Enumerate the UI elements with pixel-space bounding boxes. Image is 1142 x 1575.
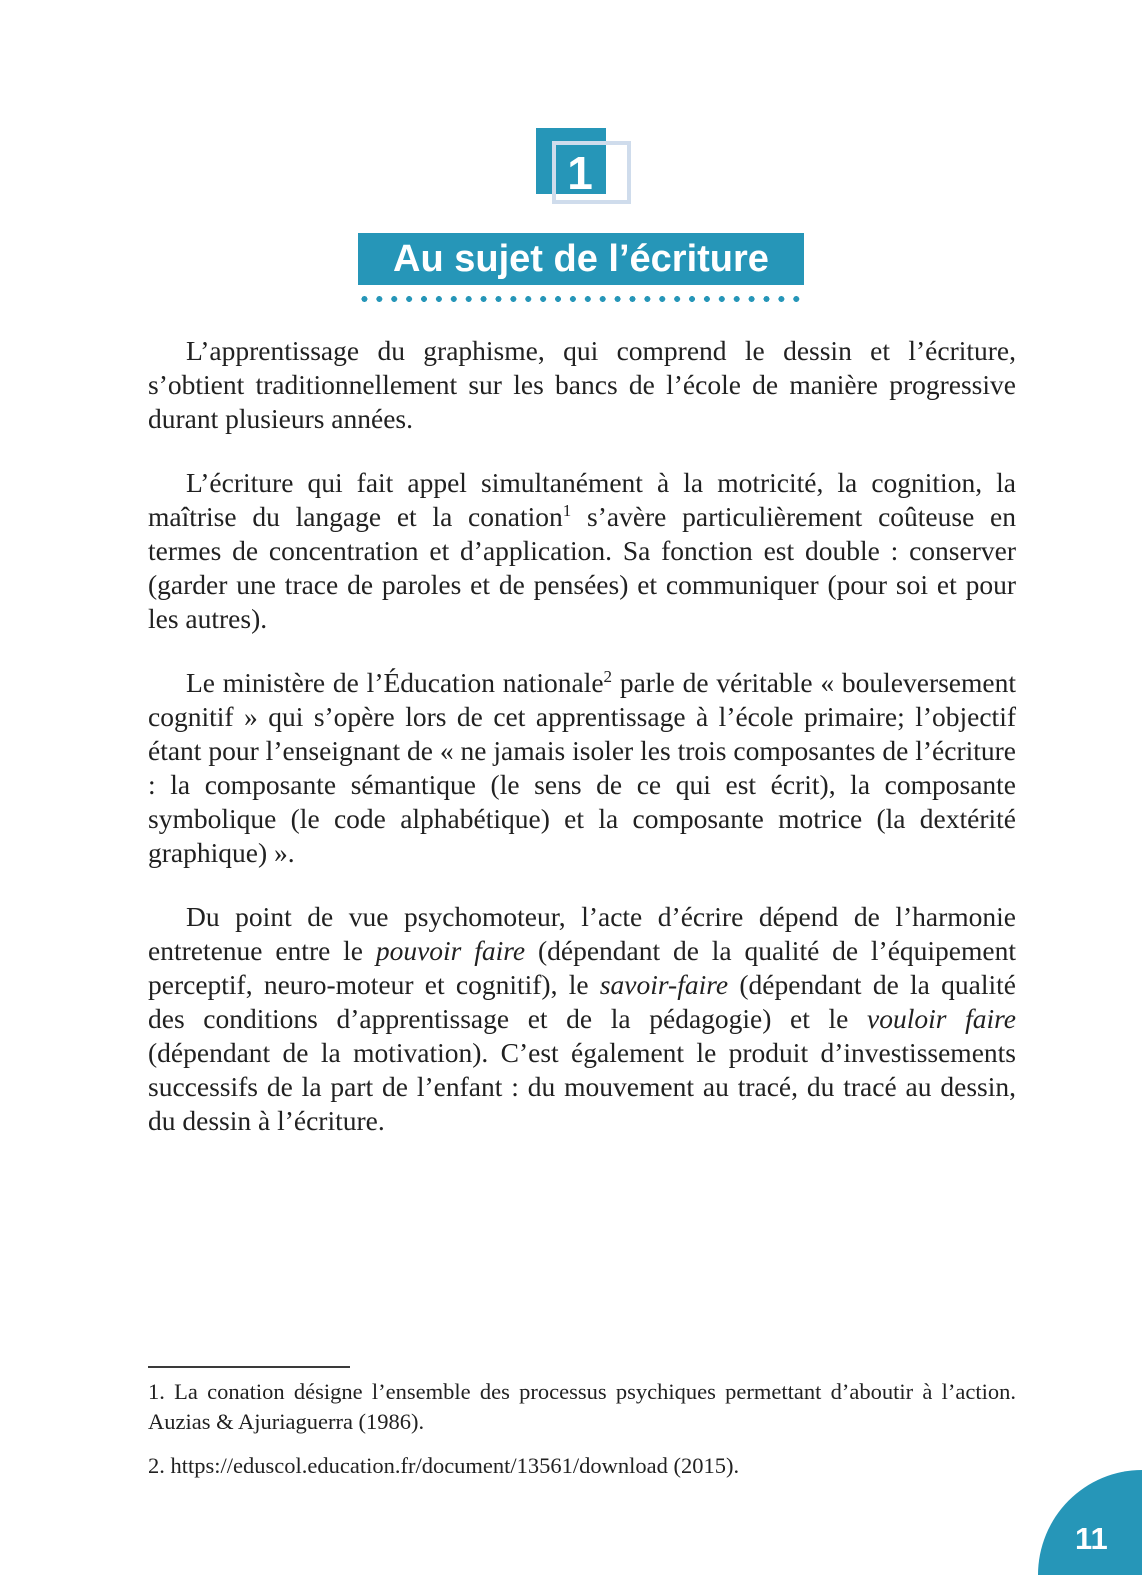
footnote-1: 1. La conation désigne l’ensemble des processus psychiques permettant d’aboutir à l’action. Auzias & Ajuriaguerra (1986). xyxy=(148,1379,1016,1434)
chapter-title: Au sujet de l’écriture xyxy=(393,238,769,280)
page-number-corner xyxy=(1038,1470,1142,1575)
paragraph-2: L’écriture qui fait appel simultanément à la motricité, la cognition, la maîtrise du langage et la conation$^1$ s’avère particulièrement coûteuse en termes de concentration et d’application. Sa fonction est double : conserver (garder une trace de paroles et de pensées) et communiquer (pour soi et pour les autres). xyxy=(148,467,1016,634)
footnote-separator-rule xyxy=(148,1366,350,1368)
footnotes-block xyxy=(148,1366,1016,1495)
footnote-2: 2. https://eduscol.education.fr/document/13561/download (2015). xyxy=(148,1453,740,1478)
chapter-title-banner xyxy=(358,233,804,285)
dotted-rule xyxy=(357,295,807,303)
body-text xyxy=(148,334,1016,1168)
chapter-number: 1 xyxy=(567,147,593,199)
chapter-number-badge xyxy=(536,128,636,210)
paragraph-3: Le ministère de l’Éducation nationale$^2$ parle de véritable « bouleversement cognitif » qui s’opère lors de cet apprentissage à l’école primaire; l’objectif étant pour l’enseignant de « ne jamais isoler les trois composantes de l’écriture : la composante sémantique (le sens de ce qui est écrit), la composante symbolique (le code alphabétique) et la composante motrice (la dextérité graphique) ». xyxy=(148,666,1016,868)
paragraph-4: Du point de vue psychomoteur, l’acte d’écrire dépend de l’harmonie entretenue entre le pouvoir faire (dépendant de la qualité de l’équipement perceptif, neuro-moteur et cognitif), le savoir-faire (dépendant de la qualité des conditions d’apprentissage et de la pédagogie) et le vouloir faire (dépendant de la motivation). C’est également le produit d’investissements successifs de la part de l’enfant : du mouvement au tracé, du tracé au dessin, du dessin à l’écriture. xyxy=(148,901,1016,1136)
paragraph-1: L’apprentissage du graphisme, qui comprend le dessin et l’écriture, s’obtient traditionnellement sur les bancs de l’école de manière progressive durant plusieurs années. xyxy=(148,335,1016,434)
page-number: 11 xyxy=(1075,1521,1108,1556)
